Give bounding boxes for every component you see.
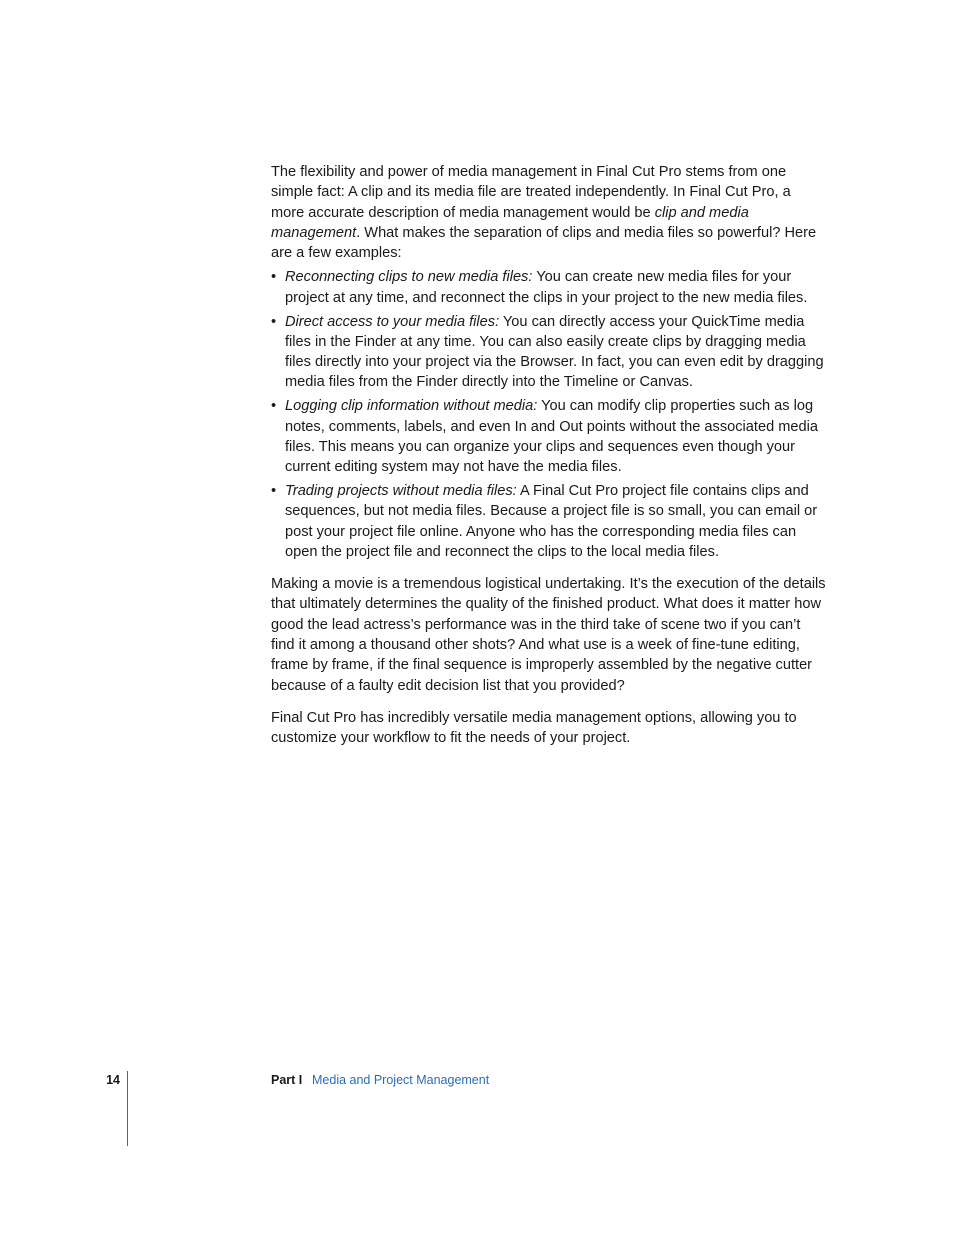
list-item-body: You can directly access your QuickTime media files in the Finder at any time. You can also easily create clips by dragging media files directly into your project via the Browser. In fact, you can even edit by dragging media files from the Finder directly into the Timeline or Canvas. [285, 313, 824, 391]
footer-divider [127, 1071, 128, 1146]
list-item-body: A Final Cut Pro project file contains clips and sequences, but not media files. Because a project file is so small, you can email or post your project file online. Anyone who has the corresponding media files can open the project file and reconnect the clips to the local media files. [285, 482, 818, 560]
bullet-icon: • [271, 398, 277, 415]
list-item [271, 481, 827, 562]
intro-text-start: The flexibility and power of media management in Final Cut Pro stems from one simple fact: A clip and its media file are treated independently. In Final Cut Pro, a more accurate description of media management would be [271, 164, 791, 221]
list-item [271, 396, 827, 477]
body-paragraph: Final Cut Pro has incredibly versatile media management options, allowing you to customize your workflow to fit the needs of your project. [271, 709, 797, 747]
list-item-lead: Trading projects without media files: [285, 482, 517, 499]
list-item-lead: Logging clip information without media: [285, 398, 538, 415]
list-item-body: You can modify clip properties such as log notes, comments, labels, and even In and Out points without the associated media files. This means you can organize your clips and sequences even though your current editing system may not have the media files. [285, 398, 818, 476]
intro-paragraph [271, 162, 827, 263]
list-item-body: You can create new media files for your project at any time, and reconnect the clips in your project to the new media files. [285, 269, 808, 306]
intro-italic-term: clip and media management [271, 204, 749, 241]
bullet-icon: • [271, 482, 277, 499]
bullet-icon: • [271, 269, 277, 286]
list-item-lead: Reconnecting clips to new media files: [285, 269, 533, 286]
examples-list [271, 267, 827, 562]
intro-text-end: . What makes the separation of clips and media files so powerful? Here are a few examples: [271, 224, 817, 262]
footer-part-title: Media and Project Management [312, 1073, 490, 1087]
footer-part-label: Part I [271, 1073, 303, 1087]
page-body [271, 162, 827, 761]
list-item-lead: Direct access to your media files: [285, 313, 500, 330]
body-paragraph: Making a movie is a tremendous logistical undertaking. It’s the execution of the details that ultimately determines the quality of the finished product. What does it matter how good the lead actress’s performance was in the third take of scene two if you can’t find it among a thousand other shots? And what use is a week of fine-tune editing, frame by frame, if the final sequence is improperly assembled by the negative cutter because of a faulty edit decision list that you provided? [271, 576, 826, 694]
page-number: 14 [106, 1073, 120, 1087]
bullet-icon: • [271, 313, 277, 330]
list-item [271, 312, 827, 393]
list-item [271, 267, 827, 308]
